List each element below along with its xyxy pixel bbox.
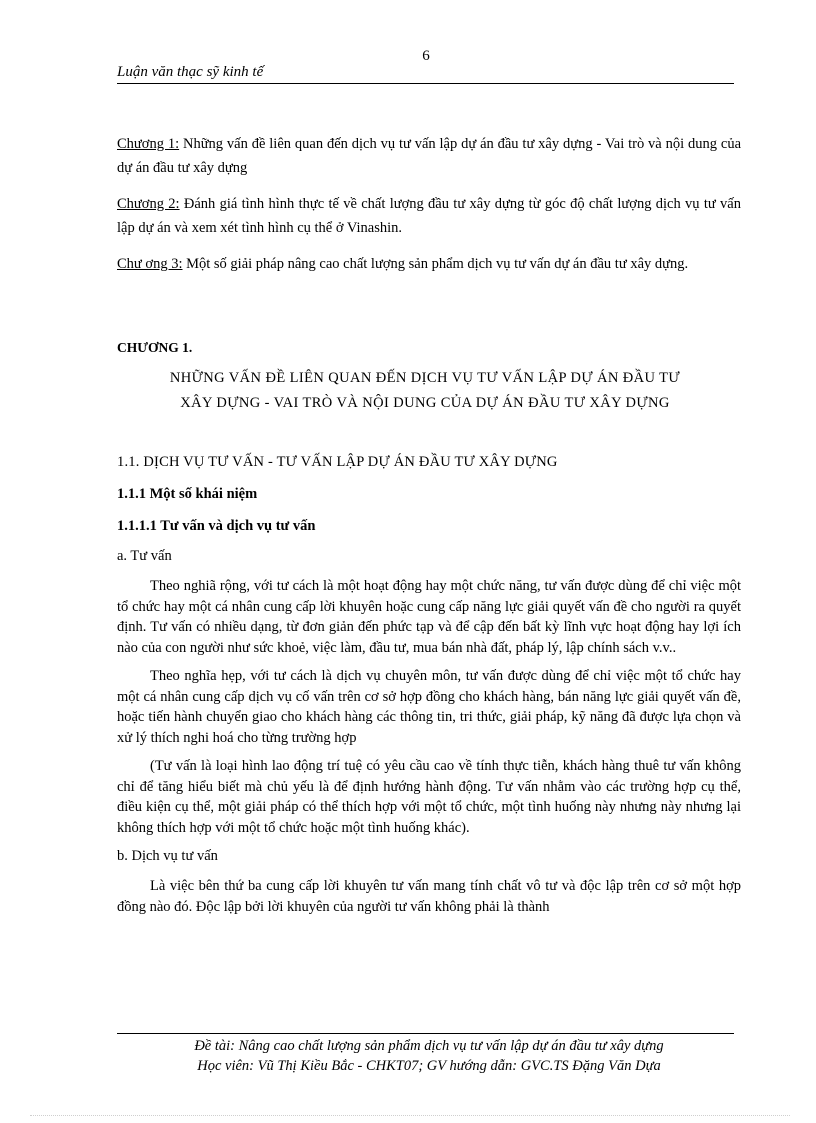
chapter-summary-text: Một số giải pháp nâng cao chất lượng sản phẩm dịch vụ tư vấn dự án đầu tư xây dựng. bbox=[182, 256, 689, 272]
chapter-summary-text: Đánh giá tình hình thực tế về chất lượng đầu tư xây dựng từ góc độ chất lượng dịch vụ tư vấn lập dự án và xem xét tình hình cụ thể ở Vinashin. bbox=[117, 196, 741, 236]
section-heading-3: 1.1.1.1 Tư vấn và dịch vụ tư vấn bbox=[117, 518, 316, 534]
chapter-summary-label: Chư ơng 3: bbox=[117, 256, 183, 272]
page-number: 6 bbox=[422, 48, 430, 64]
chapter-heading: CHƯƠNG 1. bbox=[117, 340, 193, 355]
chapter-summary-item bbox=[117, 132, 741, 180]
chapter-title bbox=[110, 366, 740, 416]
subheading-a: a. Tư vấn bbox=[117, 548, 172, 564]
footer-topic: Đề tài: Nâng cao chất lượng sản phẩm dịch vụ tư vấn lập dự án đầu tư xây dựng bbox=[194, 1038, 664, 1054]
running-header: Luận văn thạc sỹ kinh tế bbox=[117, 64, 734, 84]
page-footer bbox=[117, 1036, 741, 1076]
chapter-summary-label: Chương 1: bbox=[117, 136, 180, 152]
paragraph: Là việc bên thứ ba cung cấp lời khuyên tư vấn mang tính chất vô tư và độc lập trên cơ sở một hợp đồng nào đó. Độc lập bởi lời khuyên của người tư vấn không phải là thành bbox=[117, 878, 741, 915]
chapter-summary-text: Những vấn đề liên quan đến dịch vụ tư vấn lập dự án đầu tư xây dựng - Vai trò và nội dung của dự án đầu tư xây dựng bbox=[117, 136, 741, 176]
paragraph: Theo nghĩa hẹp, với tư cách là dịch vụ chuyên môn, tư vấn được dùng để chỉ việc một tổ chức hay một cá nhân cung cấp dịch vụ cố vấn trên cơ sở hợp đồng cho khách hàng, bán năng lực giải quyết vấn đề, hoặc tiến hành chuyển giao cho khách hàng các thông tin, tri thức, giải pháp, kỹ năng đã được lựa chọn và xử lý thích nghi hoá cho từng trường hợp bbox=[117, 668, 741, 746]
paragraph: Theo nghiã rộng, với tư cách là một hoạt động hay một chức năng, tư vấn được dùng để chỉ việc một tổ chức hay một cá nhân cung cấp lời khuyên hoặc cung cấp năng lực giải quyết vấn đề cho người ra quyết định. Tư vấn có nhiều dạng, từ đơn giản đến phức tạp và để cập đến bất kỳ lĩnh vực hoạt động hay lợi ích nào của con người như sức khoẻ, việc làm, đầu tư, mua bán nhà đất, pháp lý, lập chính sách v.v.. bbox=[117, 578, 741, 656]
chapter-summary-list bbox=[117, 132, 741, 288]
paragraph: (Tư vấn là loại hình lao động trí tuệ có yêu cầu cao về tính thực tiễn, khách hàng thuê tư vấn không chỉ để tăng hiểu biết mà chủ yếu là để định hướng hành động. Tư vấn nhằm vào các trường hợp cụ thể, điều kiện cụ thể, một giải pháp có thể thích hợp với một tổ chức, một tình huống này nhưng này nhưng lại không thích hợp với một tổ chức hoặc một tình huống khác). bbox=[117, 758, 741, 836]
chapter-summary-label: Chương 2: bbox=[117, 196, 180, 212]
chapter-title-line: XÂY DỰNG - VAI TRÒ VÀ NỘI DUNG CỦA DỰ ÁN ĐẦU TƯ XÂY DỰNG bbox=[180, 395, 670, 411]
page-edge-divider bbox=[30, 1115, 790, 1116]
subheading-b: b. Dịch vụ tư vấn bbox=[117, 848, 218, 864]
section-heading-2: 1.1.1 Một số khái niệm bbox=[117, 486, 258, 502]
footer-divider bbox=[117, 1033, 734, 1034]
chapter-summary-item bbox=[117, 192, 741, 240]
main-content bbox=[117, 450, 741, 917]
section-heading-1: 1.1. DỊCH VỤ TƯ VẤN - TƯ VẤN LẬP DỰ ÁN ĐẦU TƯ XÂY DỰNG bbox=[117, 454, 558, 470]
chapter-summary-item bbox=[117, 252, 741, 276]
chapter-title-line: NHỮNG VẤN ĐỀ LIÊN QUAN ĐẾN DỊCH VỤ TƯ VẤN LẬP DỰ ÁN ĐẦU TƯ bbox=[169, 370, 681, 386]
footer-author: Học viên: Vũ Thị Kiều Bắc - CHKT07; GV hướng dẫn: GVC.TS Đặng Văn Dựa bbox=[197, 1058, 661, 1074]
